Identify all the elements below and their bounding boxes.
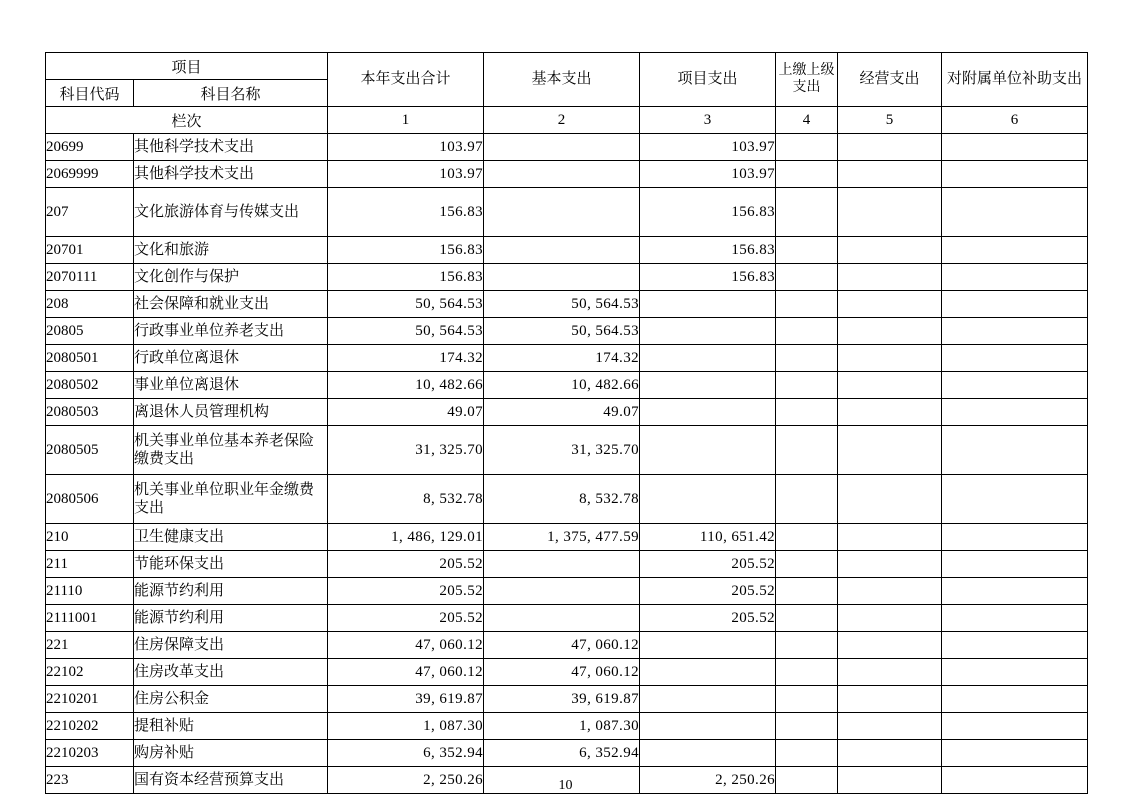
cell-subsidy-expenditure <box>942 632 1088 659</box>
cell-subject-name: 国有资本经营预算支出 <box>134 767 328 794</box>
cell-basic-expenditure <box>484 161 640 188</box>
header-col-upper: 上缴上级支出 <box>776 53 838 107</box>
table-row <box>46 426 1088 475</box>
cell-upper-expenditure <box>776 740 838 767</box>
cell-subsidy-expenditure <box>942 264 1088 291</box>
cell-total-expenditure: 50, 564.53 <box>328 291 484 318</box>
cell-total-expenditure: 6, 352.94 <box>328 740 484 767</box>
cell-subsidy-expenditure <box>942 605 1088 632</box>
budget-expenditure-table-wrap <box>45 52 1087 794</box>
cell-subsidy-expenditure <box>942 372 1088 399</box>
cell-subject-name: 卫生健康支出 <box>134 524 328 551</box>
cell-project-expenditure <box>640 372 776 399</box>
cell-subject-code: 20701 <box>46 237 134 264</box>
header-item-group: 项目 <box>46 53 328 80</box>
cell-subject-code: 223 <box>46 767 134 794</box>
cell-basic-expenditure <box>484 551 640 578</box>
cell-total-expenditure: 47, 060.12 <box>328 632 484 659</box>
cell-subject-code: 2210202 <box>46 713 134 740</box>
cell-project-expenditure <box>640 399 776 426</box>
table-row <box>46 264 1088 291</box>
table-row <box>46 475 1088 524</box>
cell-subsidy-expenditure <box>942 740 1088 767</box>
cell-operating-expenditure <box>838 740 942 767</box>
cell-subject-code: 2080506 <box>46 475 134 524</box>
cell-total-expenditure: 39, 619.87 <box>328 686 484 713</box>
cell-project-expenditure: 103.97 <box>640 161 776 188</box>
cell-upper-expenditure <box>776 686 838 713</box>
cell-upper-expenditure <box>776 426 838 475</box>
header-col-basic: 基本支出 <box>484 53 640 107</box>
cell-operating-expenditure <box>838 345 942 372</box>
table-row <box>46 237 1088 264</box>
cell-subject-code: 2210203 <box>46 740 134 767</box>
header-row-group <box>46 53 1088 80</box>
cell-subject-name: 社会保障和就业支出 <box>134 291 328 318</box>
cell-operating-expenditure <box>838 524 942 551</box>
table-row <box>46 551 1088 578</box>
cell-subject-name: 行政事业单位养老支出 <box>134 318 328 345</box>
cell-basic-expenditure: 50, 564.53 <box>484 318 640 345</box>
cell-total-expenditure: 8, 532.78 <box>328 475 484 524</box>
table-row <box>46 524 1088 551</box>
cell-project-expenditure <box>640 659 776 686</box>
header-col-operating: 经营支出 <box>838 53 942 107</box>
cell-project-expenditure: 205.52 <box>640 551 776 578</box>
cell-project-expenditure <box>640 475 776 524</box>
cell-subject-name: 提租补贴 <box>134 713 328 740</box>
cell-subsidy-expenditure <box>942 161 1088 188</box>
cell-subject-name: 文化创作与保护 <box>134 264 328 291</box>
cell-total-expenditure: 47, 060.12 <box>328 659 484 686</box>
cell-operating-expenditure <box>838 372 942 399</box>
cell-subsidy-expenditure <box>942 578 1088 605</box>
cell-project-expenditure: 156.83 <box>640 237 776 264</box>
cell-subject-name: 住房保障支出 <box>134 632 328 659</box>
cell-project-expenditure <box>640 713 776 740</box>
cell-upper-expenditure <box>776 605 838 632</box>
cell-subject-name: 能源节约利用 <box>134 578 328 605</box>
cell-project-expenditure <box>640 632 776 659</box>
cell-project-expenditure <box>640 740 776 767</box>
cell-subsidy-expenditure <box>942 475 1088 524</box>
cell-basic-expenditure: 47, 060.12 <box>484 632 640 659</box>
cell-upper-expenditure <box>776 237 838 264</box>
cell-total-expenditure: 103.97 <box>328 134 484 161</box>
cell-project-expenditure: 156.83 <box>640 264 776 291</box>
cell-operating-expenditure <box>838 318 942 345</box>
cell-project-expenditure <box>640 686 776 713</box>
table-body <box>46 134 1088 794</box>
cell-operating-expenditure <box>838 291 942 318</box>
table-row <box>46 318 1088 345</box>
cell-upper-expenditure <box>776 264 838 291</box>
table-row <box>46 686 1088 713</box>
cell-subsidy-expenditure <box>942 426 1088 475</box>
cell-operating-expenditure <box>838 264 942 291</box>
cell-total-expenditure: 174.32 <box>328 345 484 372</box>
cell-operating-expenditure <box>838 399 942 426</box>
table-row <box>46 578 1088 605</box>
cell-upper-expenditure <box>776 713 838 740</box>
cell-subject-code: 210 <box>46 524 134 551</box>
cell-subsidy-expenditure <box>942 713 1088 740</box>
cell-subsidy-expenditure <box>942 686 1088 713</box>
cell-operating-expenditure <box>838 551 942 578</box>
cell-total-expenditure: 205.52 <box>328 605 484 632</box>
table-row <box>46 372 1088 399</box>
cell-subject-code: 221 <box>46 632 134 659</box>
cell-project-expenditure: 103.97 <box>640 134 776 161</box>
cell-subsidy-expenditure <box>942 345 1088 372</box>
table-row <box>46 605 1088 632</box>
header-col-project: 项目支出 <box>640 53 776 107</box>
cell-project-expenditure: 156.83 <box>640 188 776 237</box>
table-row <box>46 713 1088 740</box>
cell-subject-code: 211 <box>46 551 134 578</box>
cell-basic-expenditure: 31, 325.70 <box>484 426 640 475</box>
cell-basic-expenditure: 174.32 <box>484 345 640 372</box>
cell-basic-expenditure: 6, 352.94 <box>484 740 640 767</box>
cell-project-expenditure: 110, 651.42 <box>640 524 776 551</box>
cell-upper-expenditure <box>776 551 838 578</box>
cell-subsidy-expenditure <box>942 134 1088 161</box>
header-num-1: 1 <box>328 107 484 134</box>
table-row <box>46 740 1088 767</box>
cell-operating-expenditure <box>838 578 942 605</box>
cell-upper-expenditure <box>776 345 838 372</box>
cell-project-expenditure: 2, 250.26 <box>640 767 776 794</box>
cell-basic-expenditure: 1, 375, 477.59 <box>484 524 640 551</box>
cell-upper-expenditure <box>776 399 838 426</box>
cell-upper-expenditure <box>776 318 838 345</box>
cell-subject-name: 能源节约利用 <box>134 605 328 632</box>
cell-total-expenditure: 49.07 <box>328 399 484 426</box>
header-col-code: 科目代码 <box>46 80 134 107</box>
cell-operating-expenditure <box>838 605 942 632</box>
cell-operating-expenditure <box>838 659 942 686</box>
cell-subject-name: 其他科学技术支出 <box>134 161 328 188</box>
table-row <box>46 188 1088 237</box>
cell-operating-expenditure <box>838 713 942 740</box>
cell-total-expenditure: 50, 564.53 <box>328 318 484 345</box>
cell-upper-expenditure <box>776 134 838 161</box>
header-num-4: 4 <box>776 107 838 134</box>
table-row <box>46 291 1088 318</box>
header-row-label: 栏次 <box>46 107 328 134</box>
cell-upper-expenditure <box>776 475 838 524</box>
cell-upper-expenditure <box>776 524 838 551</box>
cell-subject-code: 2111001 <box>46 605 134 632</box>
header-col-subsidy: 对附属单位补助支出 <box>942 53 1088 107</box>
cell-project-expenditure <box>640 426 776 475</box>
cell-operating-expenditure <box>838 188 942 237</box>
cell-subject-name: 机关事业单位基本养老保险缴费支出 <box>134 426 328 475</box>
cell-upper-expenditure <box>776 291 838 318</box>
cell-subject-code: 2080503 <box>46 399 134 426</box>
cell-subject-name: 住房改革支出 <box>134 659 328 686</box>
cell-subject-name: 行政单位离退休 <box>134 345 328 372</box>
cell-total-expenditure: 1, 486, 129.01 <box>328 524 484 551</box>
cell-total-expenditure: 205.52 <box>328 551 484 578</box>
cell-operating-expenditure <box>838 686 942 713</box>
table-row <box>46 659 1088 686</box>
cell-basic-expenditure: 10, 482.66 <box>484 372 640 399</box>
cell-basic-expenditure: 39, 619.87 <box>484 686 640 713</box>
cell-subject-code: 2069999 <box>46 161 134 188</box>
cell-upper-expenditure <box>776 632 838 659</box>
cell-total-expenditure: 156.83 <box>328 264 484 291</box>
cell-project-expenditure <box>640 345 776 372</box>
page-number: 10 <box>558 778 573 793</box>
cell-subject-code: 2080501 <box>46 345 134 372</box>
cell-total-expenditure: 31, 325.70 <box>328 426 484 475</box>
cell-upper-expenditure <box>776 659 838 686</box>
cell-upper-expenditure <box>776 578 838 605</box>
cell-total-expenditure: 10, 482.66 <box>328 372 484 399</box>
cell-basic-expenditure <box>484 578 640 605</box>
cell-project-expenditure: 205.52 <box>640 605 776 632</box>
cell-operating-expenditure <box>838 632 942 659</box>
cell-subject-name: 其他科学技术支出 <box>134 134 328 161</box>
cell-total-expenditure: 205.52 <box>328 578 484 605</box>
cell-basic-expenditure <box>484 188 640 237</box>
header-row-numbers <box>46 107 1088 134</box>
cell-subject-code: 208 <box>46 291 134 318</box>
cell-subsidy-expenditure <box>942 551 1088 578</box>
cell-subsidy-expenditure <box>942 524 1088 551</box>
header-col-name: 科目名称 <box>134 80 328 107</box>
cell-subject-name: 文化和旅游 <box>134 237 328 264</box>
cell-operating-expenditure <box>838 475 942 524</box>
cell-subject-code: 207 <box>46 188 134 237</box>
cell-basic-expenditure <box>484 134 640 161</box>
cell-operating-expenditure <box>838 161 942 188</box>
cell-upper-expenditure <box>776 188 838 237</box>
cell-subject-name: 节能环保支出 <box>134 551 328 578</box>
cell-subsidy-expenditure <box>942 291 1088 318</box>
cell-operating-expenditure <box>838 237 942 264</box>
cell-subject-name: 事业单位离退休 <box>134 372 328 399</box>
cell-project-expenditure: 205.52 <box>640 578 776 605</box>
cell-basic-expenditure: 1, 087.30 <box>484 713 640 740</box>
cell-upper-expenditure <box>776 161 838 188</box>
cell-subject-code: 21110 <box>46 578 134 605</box>
cell-subsidy-expenditure <box>942 318 1088 345</box>
cell-subject-code: 20805 <box>46 318 134 345</box>
cell-subject-name: 购房补贴 <box>134 740 328 767</box>
header-num-6: 6 <box>942 107 1088 134</box>
cell-total-expenditure: 103.97 <box>328 161 484 188</box>
cell-subject-code: 2080502 <box>46 372 134 399</box>
cell-project-expenditure <box>640 291 776 318</box>
cell-total-expenditure: 2, 250.26 <box>328 767 484 794</box>
header-num-2: 2 <box>484 107 640 134</box>
cell-upper-expenditure <box>776 372 838 399</box>
cell-subject-name: 离退休人员管理机构 <box>134 399 328 426</box>
cell-basic-expenditure <box>484 264 640 291</box>
cell-subsidy-expenditure <box>942 237 1088 264</box>
cell-total-expenditure: 1, 087.30 <box>328 713 484 740</box>
cell-basic-expenditure <box>484 605 640 632</box>
cell-operating-expenditure <box>838 134 942 161</box>
cell-total-expenditure: 156.83 <box>328 237 484 264</box>
cell-subject-code: 20699 <box>46 134 134 161</box>
table-row <box>46 345 1088 372</box>
cell-subject-code: 22102 <box>46 659 134 686</box>
cell-total-expenditure: 156.83 <box>328 188 484 237</box>
cell-subsidy-expenditure <box>942 399 1088 426</box>
cell-subject-name: 住房公积金 <box>134 686 328 713</box>
cell-basic-expenditure <box>484 237 640 264</box>
table-row <box>46 399 1088 426</box>
cell-basic-expenditure: 49.07 <box>484 399 640 426</box>
cell-basic-expenditure: 47, 060.12 <box>484 659 640 686</box>
cell-basic-expenditure: 8, 532.78 <box>484 475 640 524</box>
cell-subsidy-expenditure <box>942 659 1088 686</box>
cell-subsidy-expenditure <box>942 188 1088 237</box>
cell-project-expenditure <box>640 318 776 345</box>
header-num-5: 5 <box>838 107 942 134</box>
table-row <box>46 632 1088 659</box>
cell-subject-code: 2080505 <box>46 426 134 475</box>
table-header <box>46 53 1088 134</box>
cell-basic-expenditure: 50, 564.53 <box>484 291 640 318</box>
cell-operating-expenditure <box>838 426 942 475</box>
table-row <box>46 134 1088 161</box>
header-num-3: 3 <box>640 107 776 134</box>
cell-subject-name: 文化旅游体育与传媒支出 <box>134 188 328 237</box>
cell-subject-code: 2070111 <box>46 264 134 291</box>
table-row <box>46 161 1088 188</box>
cell-subject-name: 机关事业单位职业年金缴费支出 <box>134 475 328 524</box>
header-col-total: 本年支出合计 <box>328 53 484 107</box>
cell-subject-code: 2210201 <box>46 686 134 713</box>
budget-expenditure-table <box>45 52 1088 794</box>
